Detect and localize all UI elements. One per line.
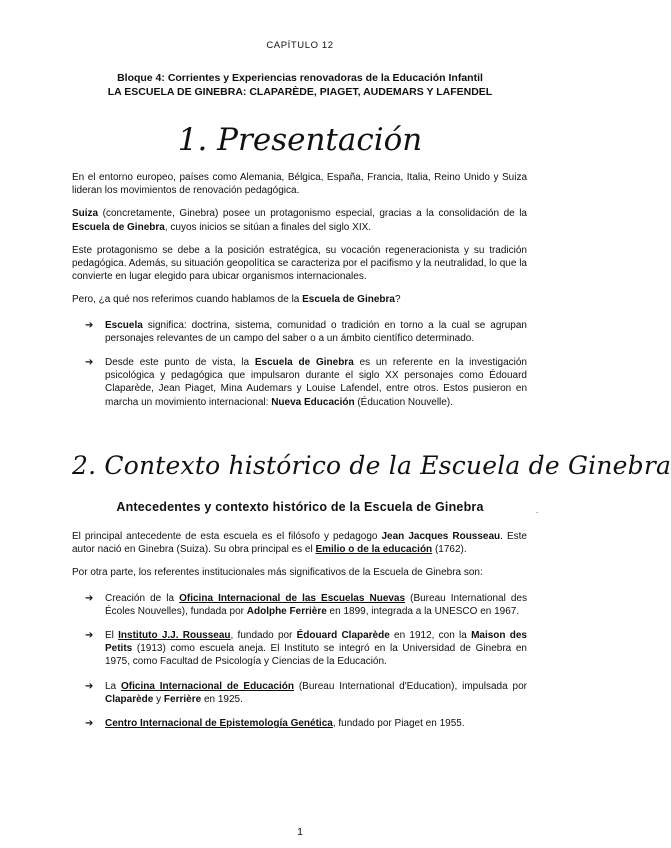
section-2-body <box>72 530 527 741</box>
link-oficina-internacional-educacion[interactable]: Oficina Internacional de Educación <box>121 680 294 692</box>
term-escuela-ginebra: Escuela de Ginebra <box>72 221 165 233</box>
list-item: ➔ El Instituto J.J. Rousseau, fundado por Édouard Claparède en 1912, con la Maison des Petits (1913) como escuela aneja. El Instituto se integró en la Universidad de Ginebra en 1975, como Facultad de Psicología y Ciencias de la Educación. <box>85 630 527 668</box>
term-suiza: Suiza <box>72 208 99 220</box>
list-item: ➔ Desde este punto de vista, la Escuela de Ginebra es un referente en la investigación psicológica y pedagógica que impulsaron durante el siglo XX personajes como Édouard Claparède, Jean Piaget, Mina Audemars y Louise Lafendel, entre otros. Estos pusieron en marcha un movimiento internacional: Nueva Educación (Éducation Nouvelle). <box>85 357 527 408</box>
link-oficina-escuelas-nuevas[interactable]: Oficina Internacional de las Escuelas Nuevas <box>179 592 406 604</box>
paragraph-referentes: Por otra parte, los referentes institucionales más significativos de la Escuela de Ginebra son: <box>72 567 483 579</box>
paragraph-rousseau: El principal antecedente de esta escuela es el filósofo y pedagogo Jean Jacques Rousseau. Este autor nació en Ginebra (Suiza). Su obra principal es el Emilio o de la educación (1762). <box>72 531 527 556</box>
arrow-icon: ➔ <box>85 592 94 604</box>
paragraph-intro: En el entorno europeo, países como Alemania, Bélgica, España, Francia, Italia, Reino Unido y Suiza lideran los movimientos de renovación pedagógica. <box>72 172 527 197</box>
arrow-icon: ➔ <box>85 357 94 369</box>
list-item: ➔ Centro Internacional de Epistemología Genética, fundado por Piaget en 1955. <box>85 718 465 730</box>
paragraph-question: Pero, ¿a qué nos referimos cuando hablamos de la Escuela de Ginebra? <box>72 294 401 306</box>
subheading: Antecedentes y contexto histórico de la Escuela de Ginebra <box>116 500 484 514</box>
block-heading-line-1: Bloque 4: Corrientes y Experiencias renovadoras de la Educación Infantil <box>117 72 483 84</box>
chapter-label: CAPÍTULO 12 <box>266 40 334 51</box>
block-heading <box>60 71 540 99</box>
paragraph-protagonismo: Este protagonismo se debe a la posición estratégica, su vocación regeneracionista y su tradición pedagógica. Además, su situación geopolítica se caracteriza por el pacifismo y la neutralidad, lo que la convierte en lugar elegido para ubicar organismos internacionales. <box>72 244 527 283</box>
block-heading-line-2: LA ESCUELA DE GINEBRA: CLAPARÈDE, PIAGET, AUDEMARS Y LAFENDEL <box>107 86 493 98</box>
bullet-list-institutions <box>72 592 527 731</box>
arrow-icon: ➔ <box>85 718 94 730</box>
link-instituto-rousseau[interactable]: Instituto J.J. Rousseau <box>118 630 231 642</box>
person-rousseau: Jean Jacques Rousseau <box>381 531 501 542</box>
section-1-title: 1. Presentación <box>177 122 423 158</box>
link-centro-epistemologia[interactable]: Centro Internacional de Epistemología Genética <box>105 718 333 730</box>
page-number: 1 <box>297 826 303 838</box>
arrow-icon: ➔ <box>85 630 94 642</box>
arrow-icon: ➔ <box>85 680 94 692</box>
list-item: ➔ La Oficina Internacional de Educación (Bureau International d'Education), impulsada por Claparède y Ferrière en 1925. <box>85 680 527 705</box>
section-2-title: 2. Contexto histórico de la Escuela de Ginebra <box>72 451 671 480</box>
link-emilio[interactable]: Emilio o de la educación <box>315 544 433 556</box>
list-item: ➔ Creación de la Oficina Internacional de las Escuelas Nuevas (Bureau International des Écoles Nouvelles), fundada por Adolphe Ferrière en 1899, integrada a la UNESCO en 1967. <box>85 592 527 617</box>
subheading-dot: . <box>536 506 539 515</box>
paragraph-suiza: Suiza (concretamente, Ginebra) posee un protagonismo especial, gracias a la consolidación de la Escuela de Ginebra, cuyos inicios se sitúan a finales del siglo XIX. <box>72 208 527 233</box>
section-1-body <box>72 171 527 420</box>
list-item: ➔ Escuela significa: doctrina, sistema, comunidad o tradición en torno a la cual se agrupan personajes relevantes de un campo del saber o a un ámbito científico determinado. <box>85 319 527 344</box>
bullet-list-definition <box>72 319 527 409</box>
arrow-icon: ➔ <box>85 319 94 331</box>
